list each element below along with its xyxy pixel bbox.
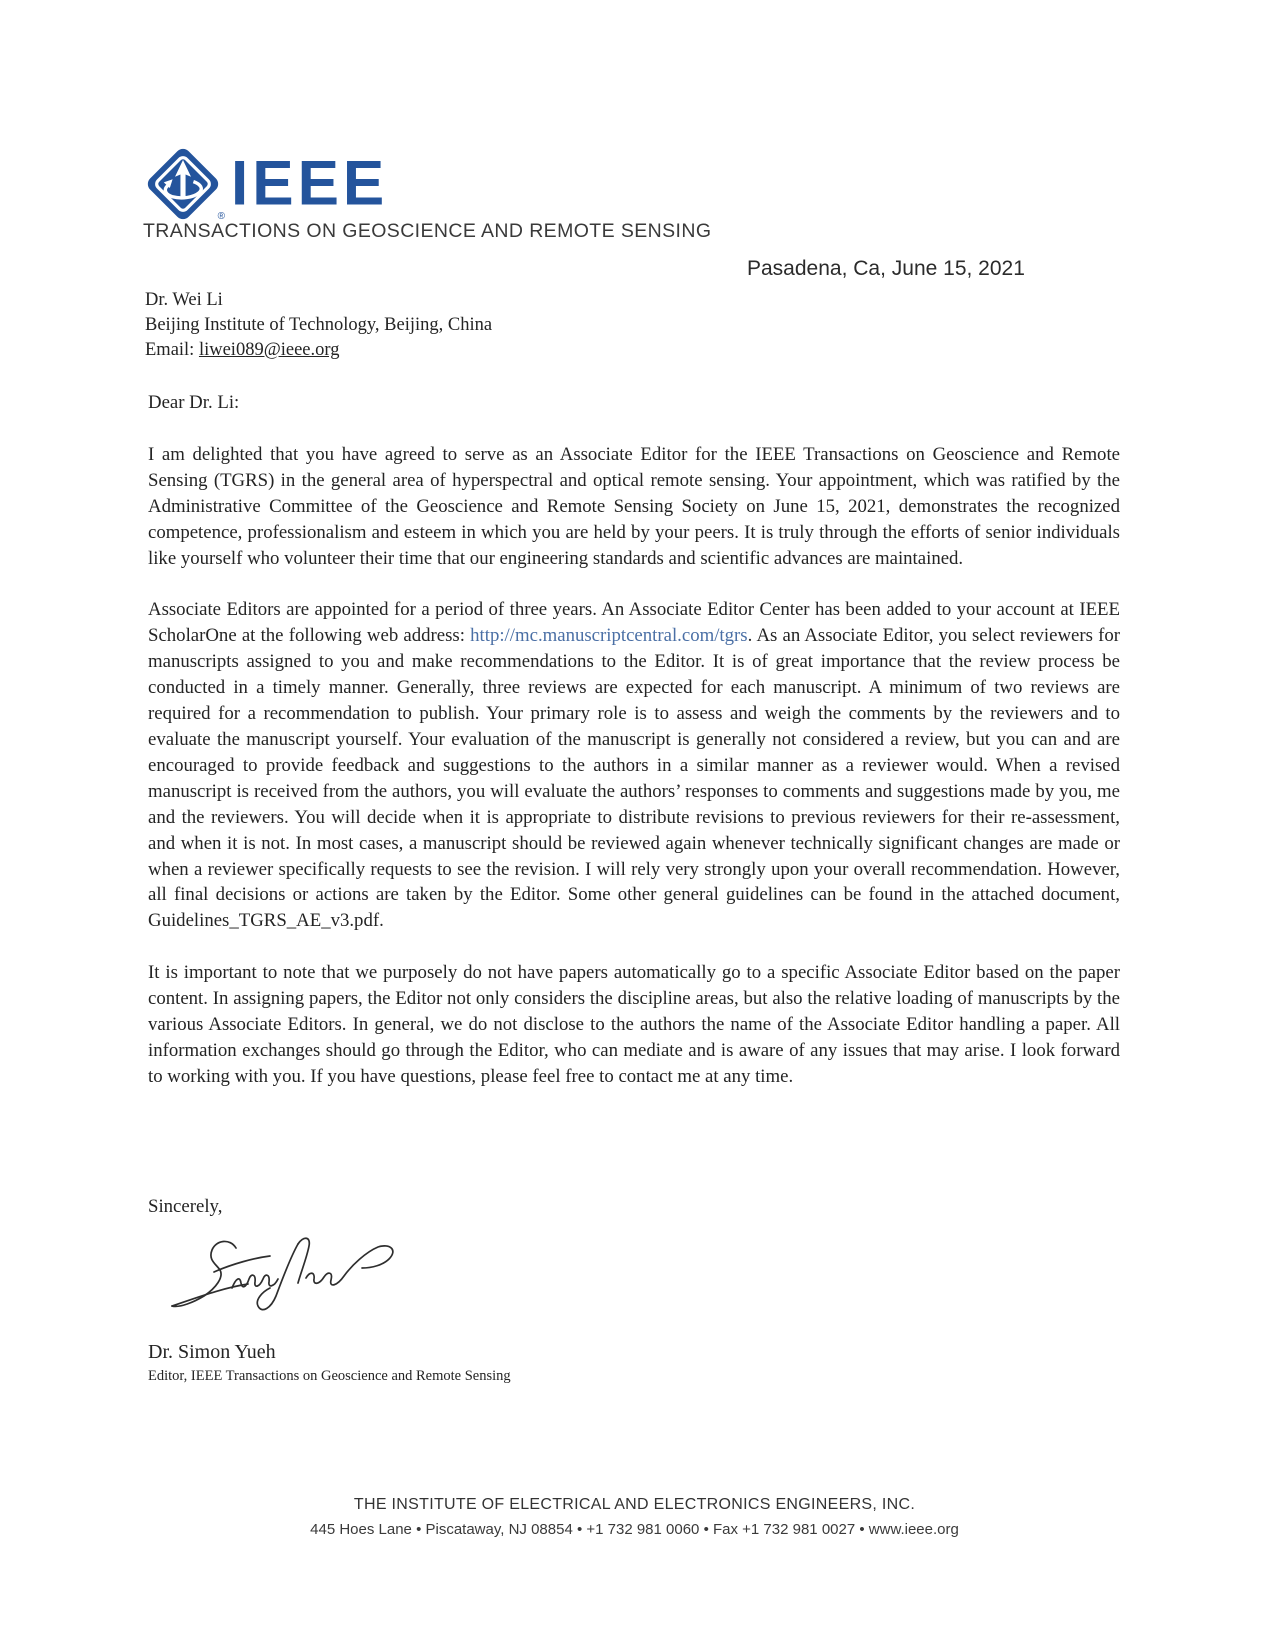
manuscriptcentral-link[interactable]: http://mc.manuscriptcentral.com/tgrs	[470, 625, 748, 647]
signer-title: Editor, IEEE Transactions on Geoscience and Remote Sensing	[148, 1368, 511, 1384]
valediction: Sincerely,	[148, 1196, 223, 1217]
footer-address-line: 445 Hoes Lane • Piscataway, NJ 08854 • +1 732 981 0060 • Fax +1 732 981 0027 • www.ieee.org	[310, 1521, 959, 1538]
ieee-logo	[143, 144, 388, 224]
recipient-email-link[interactable]: liwei089@ieee.org	[198, 340, 340, 360]
signer-name: Dr. Simon Yueh	[148, 1341, 276, 1363]
page-footer	[0, 1496, 1269, 1538]
registered-trademark: ®	[217, 211, 225, 222]
recipient-affiliation: Beijing Institute of Technology, Beijing, China	[145, 315, 493, 335]
ieee-diamond-emblem-icon	[143, 144, 223, 224]
recipient-email-line	[145, 338, 492, 363]
handwritten-signature	[170, 1226, 511, 1323]
footer-institute-name: THE INSTITUTE OF ELECTRICAL AND ELECTRONICS ENGINEERS, INC.	[353, 1496, 916, 1513]
journal-title: TRANSACTIONS ON GEOSCIENCE AND REMOTE SENSING	[143, 220, 712, 242]
letter-body	[148, 390, 1120, 1116]
body-paragraph-1: I am delighted that you have agreed to serve as an Associate Editor for the IEEE Transactions on Geoscience and Remote Sensing (TGRS) in the general area of hyperspectral and optical remote sensing. Your appointment, which was ratified by the Administrative Committee of the Geoscience and Remote Sensing Society on June 15, 2021, demonstrates the recognized competence, professionalism and esteem in which you are held by your peers. It is truly through the efforts of senior individuals like yourself who volunteer their time that our engineering standards and scientific advances are maintained.	[148, 443, 1120, 569]
body-paragraph-2	[148, 597, 1120, 934]
recipient-name: Dr. Wei Li	[145, 290, 223, 310]
email-label: Email:	[145, 340, 199, 360]
closing-block	[148, 1196, 511, 1385]
recipient-block	[145, 288, 492, 363]
date-line: Pasadena, Ca, June 15, 2021	[747, 257, 1025, 280]
body-paragraph-3: It is important to note that we purposely do not have papers automatically go to a specific Associate Editor based on the paper content. In assigning papers, the Editor not only considers the discipline areas, but also the relative loading of manuscripts by the various Associate Editors. In general, we do not disclose to the authors the name of the Associate Editor handling a paper. All information exchanges should go through the Editor, who can mediate and is aware of any issues that may arise. I look forward to working with you. If you have questions, please feel free to contact me at any time.	[148, 962, 1120, 1087]
ieee-wordmark: IEEE	[231, 148, 389, 219]
paragraph-2-text-after-link: . As an Associate Editor, you select reviewers for manuscripts assigned to you and make recommendations to the Editor. It is of great importance that the review process be conducted in a timely manner. Generally, three reviews are expected for each manuscript. A minimum of two reviews are required for a recommendation to publish. Your primary role is to assess and weigh the comments by the reviewers and to evaluate the manuscript yourself. Your evaluation of the manuscript is generally not considered a review, but you can and are encouraged to provide feedback and suggestions to the authors in a similar manner as a reviewer would. When a revised manuscript is received from the authors, you will evaluate the authors’ responses to comments and suggestions made by you, me and the reviewers. You will decide when it is appropriate to distribute revisions to previous reviewers for their re-assessment, and when it is not. In most cases, a manuscript should be reviewed again whenever technically significant changes are made or when a reviewer specifically requests to see the revision. I will rely very strongly upon your overall recommendation. However, all final decisions or actions are taken by the Editor. Some other general guidelines can be found in the attached document, Guidelines_TGRS_AE_v3.pdf.	[148, 625, 1121, 932]
salutation: Dear Dr. Li:	[148, 392, 240, 413]
paragraph-2-text-before-link: Associate Editors are appointed for a period of three years. An Associate Editor Center has been added to your account at IEEE ScholarOne at the following web address:	[148, 599, 1120, 647]
